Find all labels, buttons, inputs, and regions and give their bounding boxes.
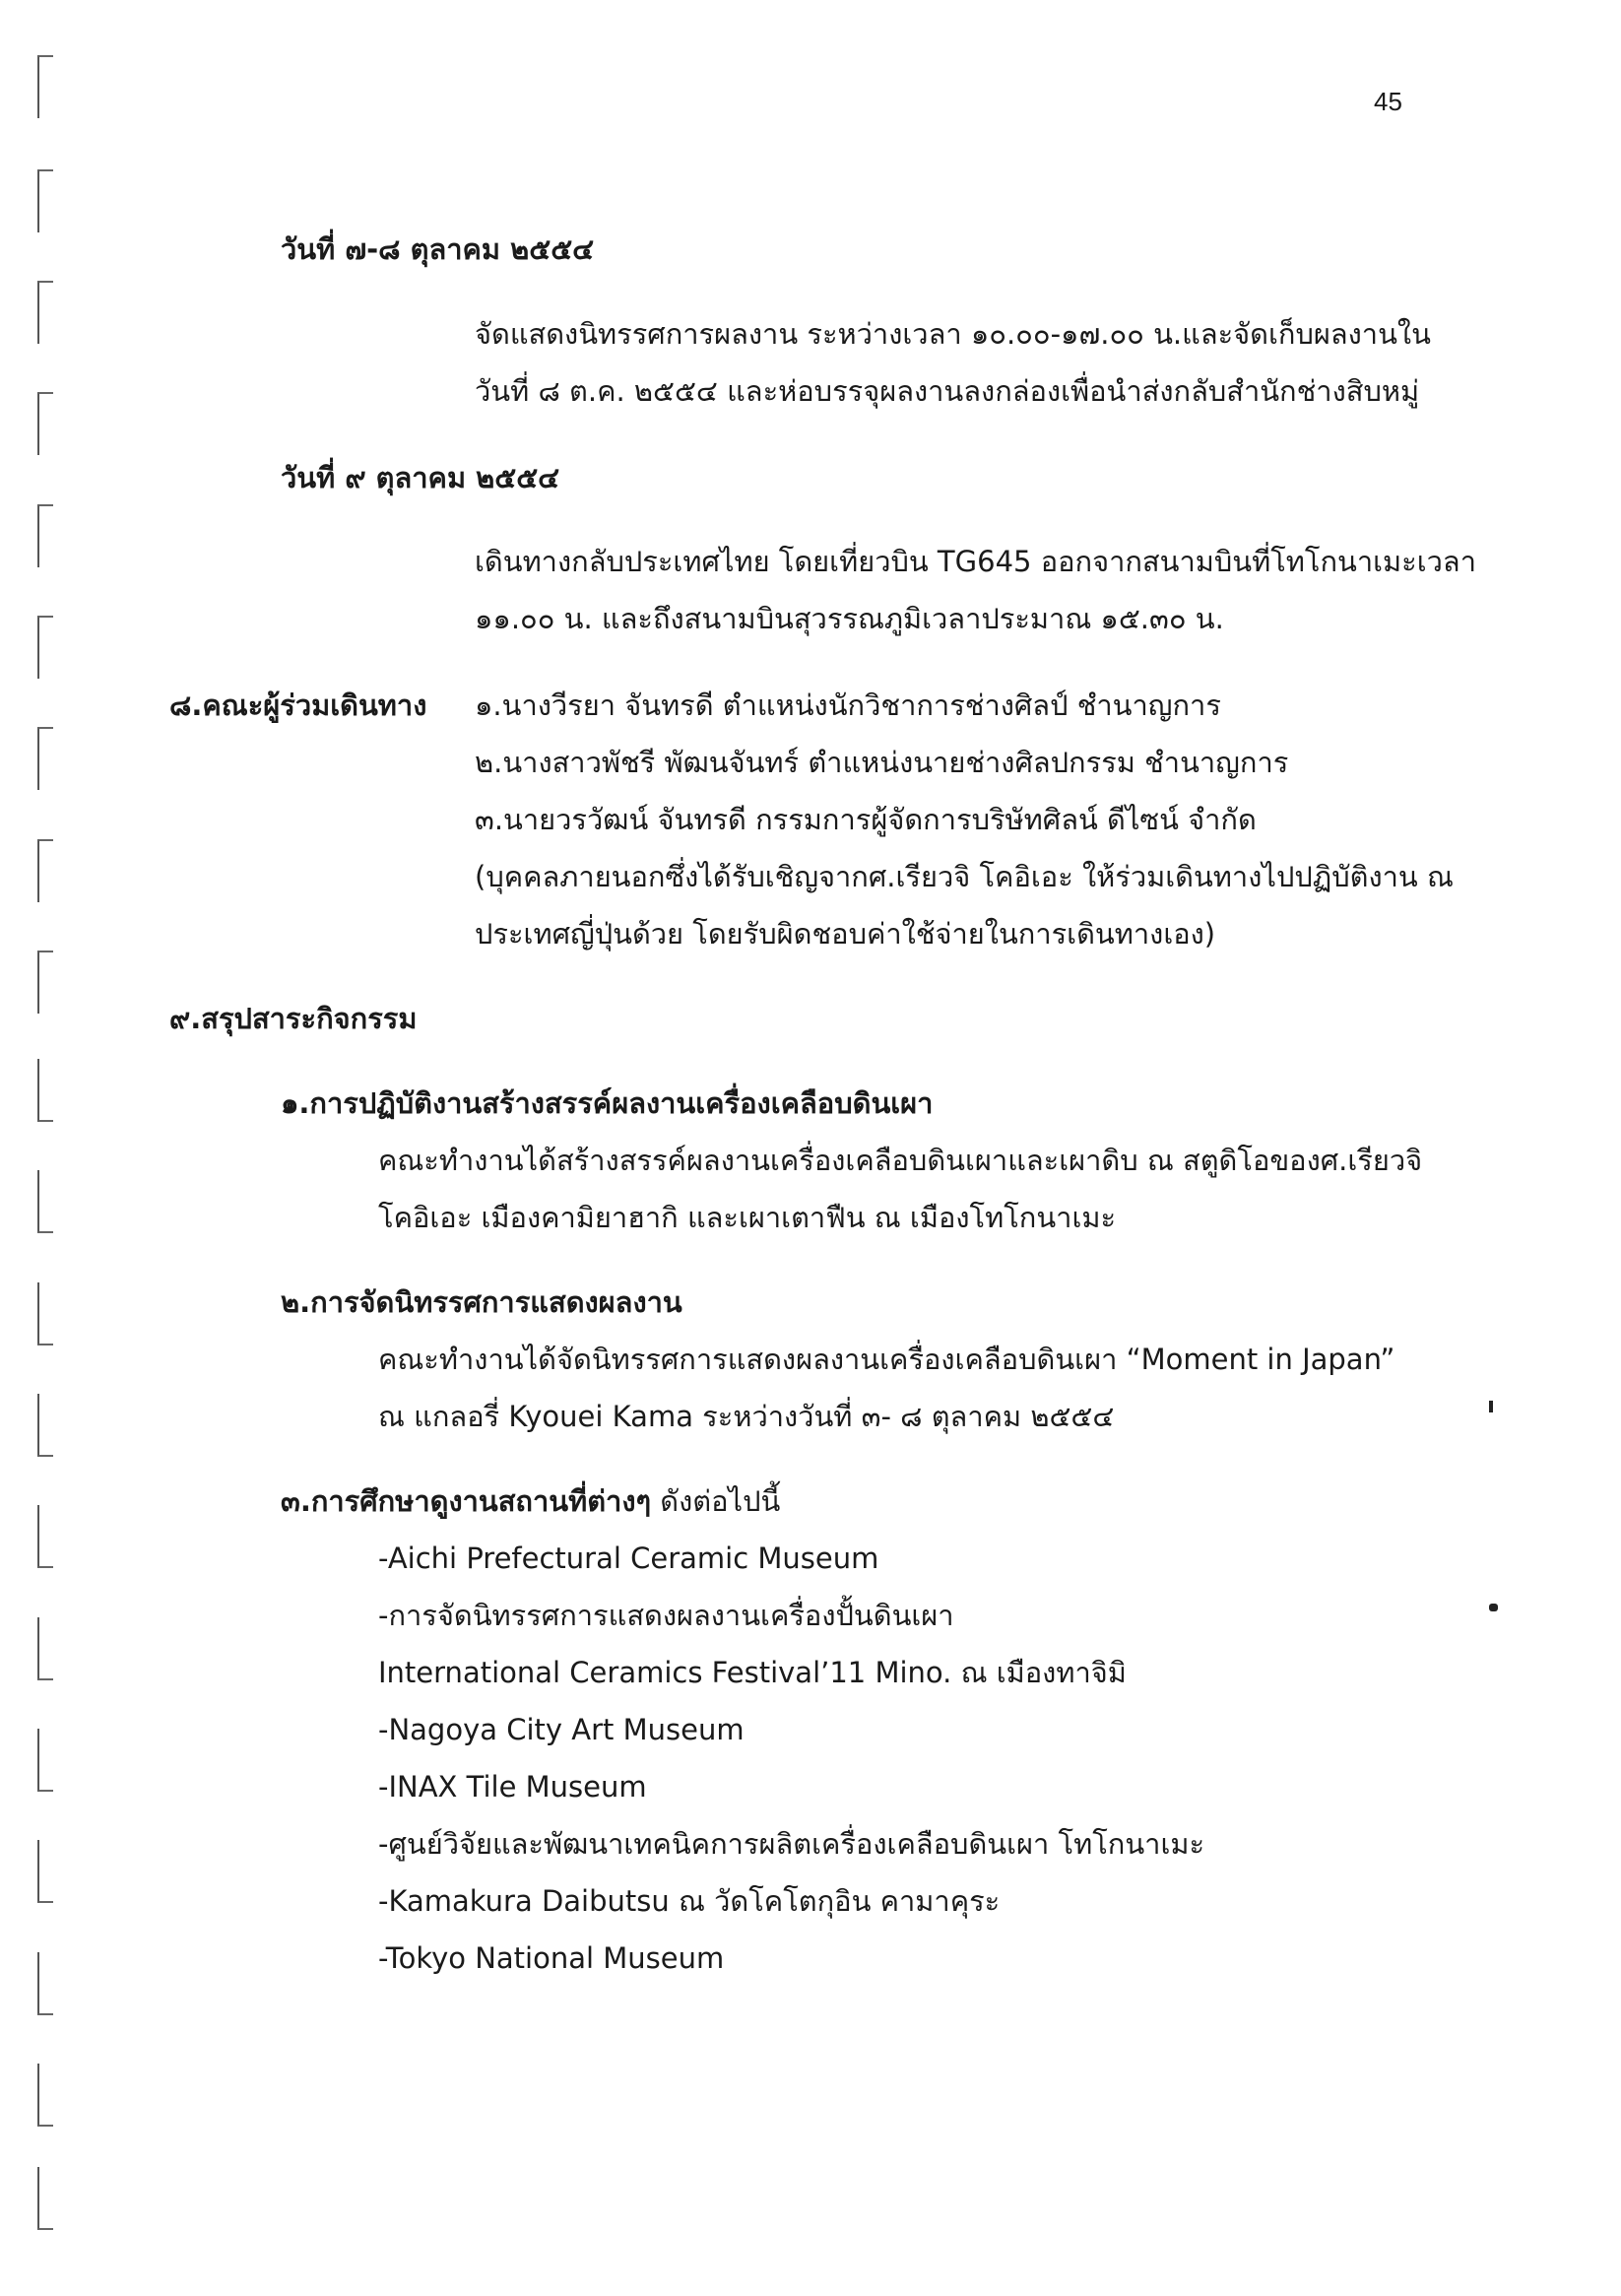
binding-mark xyxy=(37,1394,53,1457)
section-line: ณ แกลอรี่ Kyouei Kama ระหว่างวันที่ ๓- ๘ ตุลาคม ๒๕๕๔ xyxy=(378,1400,1115,1433)
delegation-note: (บุคคลภายนอกซึ่งได้รับเชิญจากศ.เรียวจิ โคอิเอะ ให้ร่วมเดินทางไปปฏิบัติงาน ณ xyxy=(475,860,1454,893)
binding-mark xyxy=(37,951,53,1014)
section-line: โคอิเอะ เมืองคามิยาฮากิ และเผาเตาฟืน ณ เมืองโทโกนาเมะ xyxy=(378,1201,1117,1234)
section-title: ๒.การจัดนิทรรศการแสดงผลงาน xyxy=(281,1285,682,1319)
binding-mark xyxy=(37,2064,53,2127)
binding-mark xyxy=(37,1840,53,1903)
binding-mark xyxy=(37,1170,53,1233)
section-line: คณะทำงานได้จัดนิทรรศการแสดงผลงานเครื่องเคลือบดินเผา “Moment in Japan” xyxy=(378,1343,1395,1376)
binding-mark xyxy=(37,392,53,455)
binding-mark xyxy=(37,1952,53,2015)
visit-item: -ศูนย์วิจัยและพัฒนาเทคนิคการผลิตเครื่องเคลือบดินเผา โทโกนาเมะ xyxy=(378,1827,1205,1861)
visit-item: -INAX Tile Museum xyxy=(378,1770,647,1804)
paragraph-line: เดินทางกลับประเทศไทย โดยเที่ยวบิน TG645 ออกจากสนามบินที่โทโกนาเมะเวลา xyxy=(475,545,1476,578)
section-title-suffix: ดังต่อไปนี้ xyxy=(651,1484,781,1518)
binding-mark xyxy=(37,839,53,902)
binding-mark xyxy=(37,1282,53,1345)
paragraph-line: วันที่ ๘ ต.ค. ๒๕๕๔ และห่อบรรจุผลงานลงกล่องเพื่อนำส่งกลับสำนักช่างสิบหมู่ xyxy=(475,374,1420,408)
scan-speck xyxy=(1489,1401,1493,1412)
binding-mark xyxy=(37,1729,53,1792)
binding-mark xyxy=(37,55,53,118)
paragraph-line: จัดแสดงนิทรรศการผลงาน ระหว่างเวลา ๑๐.๐๐-๑๗.๐๐ น.และจัดเก็บผลงานใน xyxy=(475,317,1431,351)
page-number: 45 xyxy=(1374,87,1402,116)
binding-mark xyxy=(37,1059,53,1122)
date-heading: วันที่ ๗-๘ ตุลาคม ๒๕๕๔ xyxy=(281,232,595,266)
binding-mark xyxy=(37,169,53,232)
date-heading: วันที่ ๙ ตุลาคม ๒๕๕๔ xyxy=(281,461,560,494)
section-title: ๑.การปฏิบัติงานสร้างสรรค์ผลงานเครื่องเคลือบดินเผา xyxy=(281,1086,934,1120)
binding-mark xyxy=(37,504,53,567)
binding-mark xyxy=(37,1505,53,1568)
visit-item: -Tokyo National Museum xyxy=(378,1941,725,1975)
visit-item: -Kamakura Daibutsu ณ วัดโคโตกุอิน คามาคุระ xyxy=(378,1884,1001,1918)
scan-speck xyxy=(1489,1604,1498,1611)
delegation-member: ๒.นางสาวพัชรี พัฒนจันทร์ ตำแหน่งนายช่างศิลปกรรม ชำนาญการ xyxy=(475,746,1289,779)
summary-heading: ๙.สรุปสาระกิจกรรม xyxy=(169,1002,418,1035)
binding-mark xyxy=(37,281,53,344)
delegation-member: ๑.นางวีรยา จันทรดี ตำแหน่งนักวิชาการช่างศิลป์ ชำนาญการ xyxy=(475,689,1221,722)
binding-mark xyxy=(37,616,53,679)
section-line: คณะทำงานได้สร้างสรรค์ผลงานเครื่องเคลือบดินเผาและเผาดิบ ณ สตูดิโอของศ.เรียวจิ xyxy=(378,1144,1423,1177)
binding-mark xyxy=(37,2167,53,2230)
visit-item: International Ceramics Festival’11 Mino. ณ เมืองทาจิมิ xyxy=(378,1656,1127,1689)
delegation-note: ประเทศญี่ปุ่นด้วย โดยรับผิดชอบค่าใช้จ่ายในการเดินทางเอง) xyxy=(475,917,1216,951)
visit-item: -Aichi Prefectural Ceramic Museum xyxy=(378,1542,879,1575)
paragraph-line: ๑๑.๐๐ น. และถึงสนามบินสุวรรณภูมิเวลาประมาณ ๑๕.๓๐ น. xyxy=(475,602,1224,635)
delegation-member: ๓.นายวรวัฒน์ จันทรดี กรรมการผู้จัดการบริษัทศิลน์ ดีไซน์ จำกัด xyxy=(475,803,1257,836)
section-title: ๓.การศึกษาดูงานสถานที่ต่างๆ xyxy=(281,1484,652,1518)
section-title-row xyxy=(281,1484,780,1519)
visit-item: -การจัดนิทรรศการแสดงผลงานเครื่องปั้นดินเผา xyxy=(378,1599,954,1632)
binding-mark xyxy=(37,727,53,790)
delegation-heading: ๘.คณะผู้ร่วมเดินทาง xyxy=(169,689,427,722)
binding-mark xyxy=(37,1617,53,1680)
visit-item: -Nagoya City Art Museum xyxy=(378,1713,745,1746)
